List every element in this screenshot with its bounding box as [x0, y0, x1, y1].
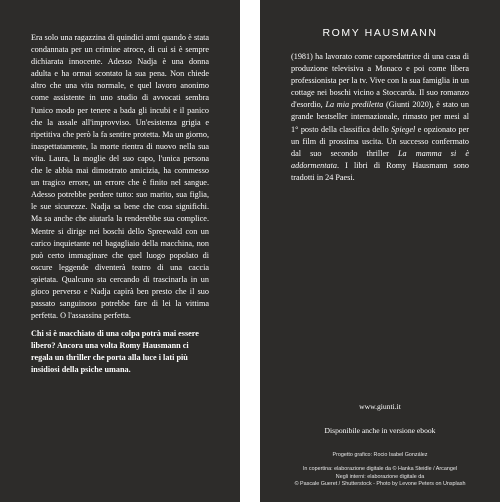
author-bio-paragraph	[291, 51, 469, 184]
tagline-paragraph: Chi si è macchiato di una colpa potrà mai essere libero? Ancora una volta Romy Hausmann ci regala un thriller che porta alla luce i lati più insidiosi della psiche umana.	[31, 329, 199, 375]
cover-credit-line: © Pascale Gueret / Shutterstock - Photo by Levone Peters on Unsplash	[294, 481, 466, 488]
publisher-website: www.giunti.it	[359, 402, 401, 411]
right-flap	[260, 0, 500, 502]
author-name-heading: ROMY HAUSMANN	[322, 27, 438, 39]
synopsis-paragraph: Era solo una ragazzina di quindici anni quando è stata condannata per un crimine atroce, di cui si è sempre dichiarata innocente. Adesso Nadja è una donna adulta e ha ormai scontato la sua pena. Non chiede altro che una vita normale, e quel lavoro anonimo come assistente in uno studio di avvocati sembra l'unico modo per tenere a bada gli incubi e il panico che la assale all'improvviso. Un'esistenza grigia e ripetitiva che però la fa sentire protetta. Ma un giorno, inaspettatamente, la morte rientra di nuovo nella sua vita. Laura, la moglie del suo capo, l'unica persona che le abbia mai dimostrato amicizia, ha commesso un tragico errore, un errore che è finito nel sangue. Adesso potrebbe perdere tutto: suo marito, sua figlia, le sue sicurezze. Nadja sa bene che cosa significhi. Ma sa anche che aiutarla la renderebbe sua complice. Mentre si dirige nei boschi dello Spreewald con un carico inquietante nel bagagliaio della macchina, non può certo immaginare che quel luogo popolato di oscure leggende diventerà teatro di una caccia spietata. Qualcuno sta cercando di trascinarla in un gioco perverso e Nadja capirà ben presto che il suo passato sanguinoso potrebbe fare di lei la vittima perfetta. O l'assassina perfetta.	[31, 33, 209, 321]
book-title-prediletta: La mia prediletta	[325, 100, 384, 110]
cover-credits	[260, 466, 500, 489]
bio-text-part: . I libri di Romy Hausmann sono tradotti in 24 Paesi.	[291, 160, 469, 182]
cover-credit-line: In copertina: elaborazione digitale da © Hanka Steidle / Arcangel	[302, 466, 458, 472]
left-flap	[0, 0, 240, 502]
ebook-availability-note: Disponibile anche in versione ebook	[324, 426, 436, 435]
bio-text-part: (1981) ha lavorato come caporedattrice di una casa di produzione televisiva a Monaco e poi come libera professionista per la tv. Vive con la sua famiglia in un cottage nei boschi vicino a Stoccarda. Il suo romanzo d'esordio,	[291, 52, 469, 110]
graphic-design-credit: Progetto grafico: Rocio Isabel González	[332, 452, 428, 458]
cover-credit-line: Negli interni: elaborazione digitale da	[335, 473, 425, 480]
bio-text-part: e opzionato per un film di prossima uscita. Un successo confermato dal suo secondo thriller	[291, 124, 469, 158]
book-title-mamma: La mamma si è addormentata	[291, 148, 469, 170]
bio-text-part: (Giunti 2020), è stato un grande bestseller internazionale, rimasto per mesi al 1° posto della classifica dello	[291, 100, 469, 134]
magazine-title-spiegel: Spiegel	[391, 124, 416, 134]
